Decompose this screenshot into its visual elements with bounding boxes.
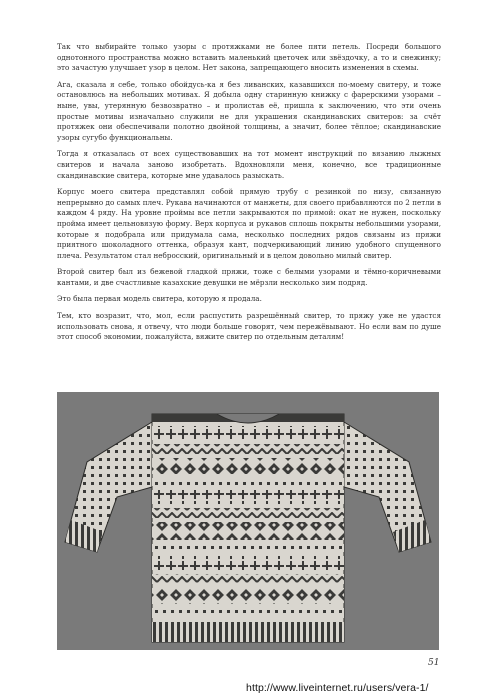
sweater-illustration [57, 392, 439, 650]
paragraph-6: Это была первая модель свитера, которую я продала. [57, 294, 262, 304]
left-sleeve [65, 422, 152, 552]
right-sleeve [344, 422, 431, 552]
paragraph-2: Ага, сказала я себе, только обойдусь-ка я без ливанских, казавшихся по-моему свитеру, и тоже остановлюсь на небольших мотивах. Я добыла одну старинную книжку с фарерскими узорами – ныне, увы, утерянную безвозвратно – и пролистав её, пришла к заключению, что эти очень простые мотивы изначально служили не для украшения скандинавских свитеров: за счёт протяжек они обеспечивали полотно двойной толщины, а значит, более тёплое; скандинавские узоры сугубо функциональны. [57, 79, 441, 142]
paragraph-5: Второй свитер был из бежевой гладкой пряжи, тоже с белыми узорами и тёмно-коричневыми кантами, и две счастливые казахские девушки не мёрзли несколько зим подряд. [57, 267, 441, 287]
paragraph-7: Тем, кто возразит, что, мол, если распустить разрешённый свитер, то пряжу уже не удастся использовать снова, я отвечу, что люди больше говорят, чем пережёвывают. Но если вам по душе этот способ экономии, пожалуйста, вяжите свитер по отдельным деталям! [57, 311, 441, 342]
body-text [57, 42, 441, 349]
paragraph-4: Корпус моего свитера представлял собой прямую трубу с резинкой по низу, связанную непрерывно до самых плеч. Рукава начинаются от манжеты, для своего прибавляются по 2 петли в каждом 4 ряду. На уровне проймы все петли закрываются по прямой: окат не нужен, поскольку пройма имеет цельновязую форму. Верх корпуса и рукавов сплошь покрыты небольшими узорами, которые я подобрала или придумала сама, несколько последних рядов связаны из пряжи приятного шоколадного оттенка, образуя кант, подчеркивающий линию удобного спущенного плеча. Результатом стал небросский, оригинальный и в целом довольно милый свитер. [57, 187, 441, 260]
paragraph-3: Тогда я отказалась от всех существовавших на тот момент инструкций по вязанию лыжных свитеров и начала заново изобретать. Вдохновляли меня, конечно, все традиционные скандинавские свитера, которые мне удавалось разыскать. [57, 149, 441, 180]
source-watermark[interactable]: http://www.liveinternet.ru/users/vera-1/ [246, 682, 429, 694]
sweater-photo [57, 392, 439, 650]
sweater-body [152, 414, 344, 642]
page-number: 51 [428, 658, 440, 668]
paragraph-1: Так что выбирайте только узоры с протяжками не более пяти петель. Посреди большого однотонного пространства можно вставить маленький цветочек или звёздочку, а то и снежинку; это зачастую улучшает узор в целом. Нет закона, запрещающего вносить изменения в схемы. [57, 42, 441, 73]
